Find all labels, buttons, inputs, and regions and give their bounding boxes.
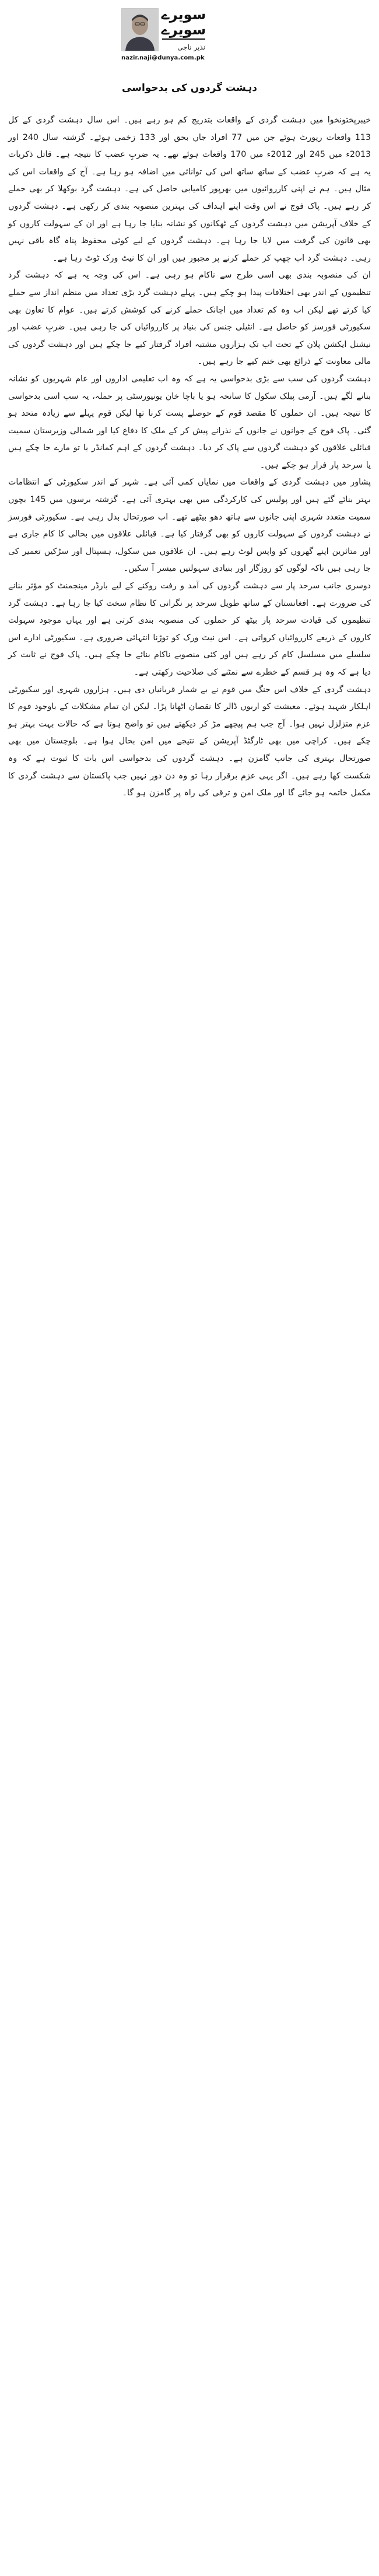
article-paragraph: ان کی منصوبہ بندی بھی اسی طرح سے ناکام ہو رہی ہے۔ اس کی وجہ یہ ہے کہ دہشت گرد تنظیموں کے اندر بھی اختلافات پیدا ہو چکے ہیں۔ پہلے دہشت گرد بڑی تعداد میں منظم انداز سے حملے کیا کرتے تھے لیکن اب وہ کم تعداد میں اچانک حملے کرنے کی کوشش کرتے ہیں۔ عوام کا تعاون بھی سکیورٹی فورسز کو حاصل ہے۔ انٹیلی جنس کی بنیاد پر کارروائیاں کی جا رہی ہیں۔ ضربِ عضب اور نیشنل ایکشن پلان کے تحت اب تک ہزاروں مشتبہ افراد گرفتار کیے جا چکے ہیں اور دہشت گردوں کی مالی معاونت کے ذرائع بھی ختم کیے جا رہے ہیں۔ [8, 271, 371, 367]
article-paragraph: خیبرپختونخوا میں دہشت گردی کے واقعات بتدریج کم ہو رہے ہیں۔ اس سال دہشت گردی کے کل 113 واقعات رپورٹ ہوئے جن میں 77 افراد جاں بحق اور 133 زخمی ہوئے۔ گزشتہ سال 240 اور 2013ء میں 245 اور 2012ء میں 170 واقعات ہوئے تھے۔ یہ ضربِ عضب کا نتیجہ ہے۔ قاتل ذکریات یہ ہے کہ ضربِ عضب کے ساتھ ساتھ اس کی توانائی میں اضافہ ہو رہا ہے۔ آج کے واقعات اس کی مثال ہیں۔ ہم نے اپنی کارروائیوں میں بھرپور کامیابی حاصل کی ہے۔ دہشت گرد بوکھلا کر بھی حملے کر رہے ہیں۔ پاک فوج نے اس وقت اپنے اہداف کی بہترین منصوبہ بندی کر رکھی ہے۔ دہشت گردوں کے خلاف آپریشن میں دہشت گردوں کے ٹھکانوں کو نشانہ بنایا جا رہا ہے اور ان کے سہولت کاروں کو بھی قانون کی گرفت میں لایا جا رہا ہے۔ دہشت گردوں کے لیے کوئی محفوظ پناہ گاہ باقی نہیں رہی۔ دہشت گرد اب چھپ کر حملے کرنے پر مجبور ہیں اور ان کا نیٹ ورک ٹوٹ رہا ہے۔ [8, 115, 371, 263]
author-email: nazir.naji@dunya.com.pk [121, 55, 205, 61]
article-paragraph: دہشت گردی کے خلاف اس جنگ میں قوم نے بے شمار قربانیاں دی ہیں۔ ہزاروں شہری اور سکیورٹی اہلکار شہید ہوئے۔ معیشت کو اربوں ڈالر کا نقصان اٹھانا پڑا۔ لیکن ان تمام مشکلات کے باوجود قوم کا عزم متزلزل نہیں ہوا۔ آج جب ہم پیچھے مڑ کر دیکھتے ہیں تو واضح ہوتا ہے کہ حالات بہت بہتر ہو چکے ہیں۔ کراچی میں بھی ٹارگٹڈ آپریشن کے نتیجے میں امن بحال ہوا ہے۔ بلوچستان میں بھی صورتحال بہتری کی جانب گامزن ہے۔ دہشت گردوں کی بدحواسی اس بات کا ثبوت ہے کہ وہ شکست کھا رہے ہیں۔ اگر یہی عزم برقرار رہا تو وہ دن دور نہیں جب پاکستان سے دہشت گردی کا مکمل خاتمہ ہو جائے گا اور ملک امن و ترقی کی راہ پر گامزن ہو گا۔ [8, 685, 371, 798]
author-photo [121, 8, 159, 51]
article-paragraph: دوسری جانب سرحد پار سے دہشت گردوں کی آمد و رفت روکنے کے لیے بارڈر مینجمنٹ کو مؤثر بنانے کی ضرورت ہے۔ افغانستان کے ساتھ طویل سرحد پر نگرانی کا نظام سخت کیا جا رہا ہے۔ دہشت گرد تنظیموں کی قیادت سرحد پار بیٹھ کر حملوں کی منصوبہ بندی کرتی ہے اور یہاں موجود سہولت کاروں کے ذریعے کارروائیاں کرواتی ہے۔ اس نیٹ ورک کو توڑنا انتہائی ضروری ہے۔ سکیورٹی ادارے اس سلسلے میں مسلسل کام کر رہے ہیں اور کئی منصوبے ناکام بنائے جا چکے ہیں۔ پاک فوج نے ثابت کر دیا ہے کہ وہ ہر قسم کے خطرے سے نمٹنے کی صلاحیت رکھتی ہے۔ [8, 581, 371, 677]
author-portrait-icon [122, 9, 158, 51]
column-logo-text: سویرے سویرے [161, 6, 206, 38]
column-brand [121, 5, 209, 70]
article-paragraph: دہشت گردوں کی سب سے بڑی بدحواسی یہ ہے کہ وہ اب تعلیمی اداروں اور عام شہریوں کو نشانہ بنانے لگے ہیں۔ آرمی پبلک سکول کا سانحہ ہو یا باچا خان یونیورسٹی پر حملہ، یہ سب اسی بدحواسی کا نتیجہ ہیں۔ ان حملوں کا مقصد قوم کے حوصلے پست کرنا تھا لیکن قوم پہلے سے زیادہ متحد ہو گئی۔ پاک فوج کے جوانوں نے جانوں کے نذرانے پیش کر کے ملک کا دفاع کیا اور شمالی وزیرستان سمیت قبائلی علاقوں کو دہشت گردوں سے پاک کر دیا۔ دہشت گردوں کے اہم کمانڈر یا تو مارے جا چکے ہیں یا سرحد پار فرار ہو چکے ہیں۔ [8, 374, 371, 470]
column-masthead [8, 5, 371, 75]
article-title: دہشت گردوں کی بدحواسی [122, 82, 257, 94]
title-row [8, 75, 371, 100]
article-paragraph: پشاور میں دہشت گردی کے واقعات میں نمایاں کمی آئی ہے۔ شہر کے اندر سکیورٹی کے انتظامات بہتر بنائے گئے ہیں اور پولیس کی کارکردگی میں بھی بہتری آئی ہے۔ گزشتہ برسوں میں 145 بچوں سمیت متعدد شہری اپنی جانوں سے ہاتھ دھو بیٹھے تھے۔ اب صورتحال بدل رہی ہے۔ سکیورٹی فورسز نے دہشت گردوں کے سہولت کاروں کو بھی گرفتار کیا ہے۔ قبائلی علاقوں میں بحالی کا کام جاری ہے اور متاثرین اپنے گھروں کو واپس لوٹ رہے ہیں۔ ان علاقوں میں سکول، ہسپتال اور سڑکیں تعمیر کی جا رہی ہیں تاکہ لوگوں کو روزگار اور بنیادی سہولتیں میسر آ سکیں۔ [8, 478, 371, 574]
author-name: نذیر ناجی [177, 43, 205, 51]
column-logo [159, 7, 209, 40]
article-body [8, 112, 371, 802]
logo-underline [162, 38, 205, 40]
